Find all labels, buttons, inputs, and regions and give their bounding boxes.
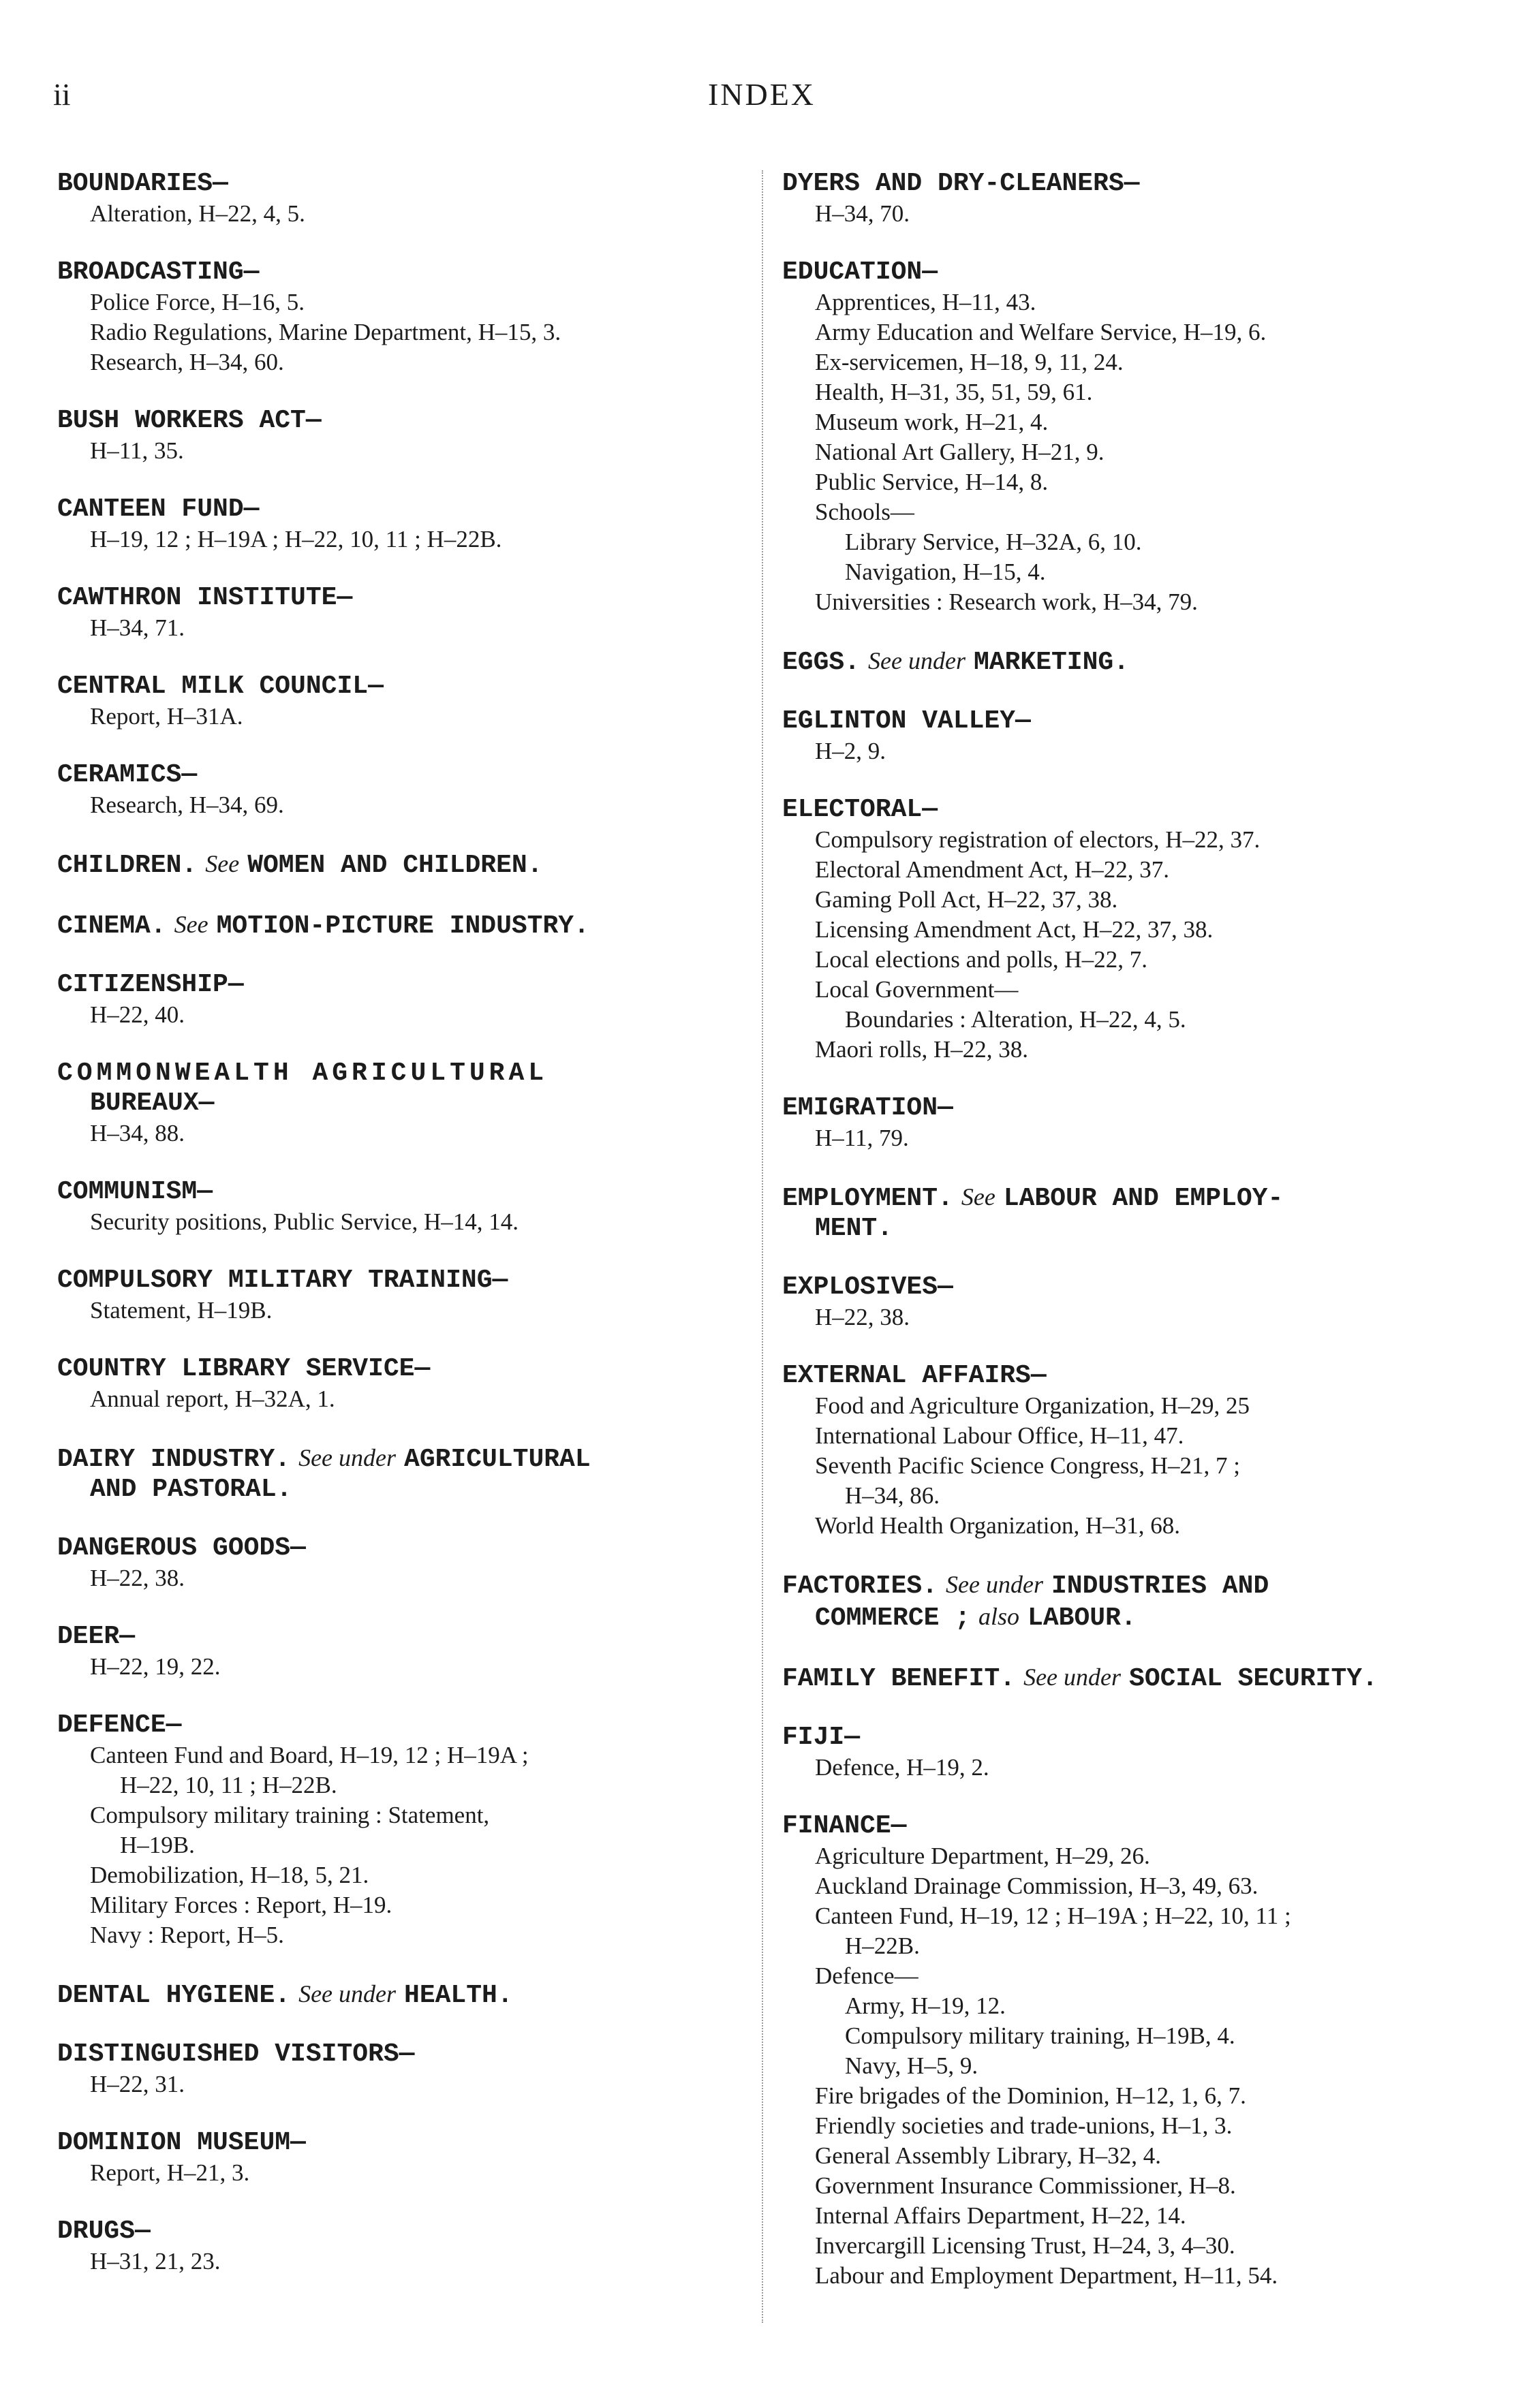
index-entry — [57, 257, 745, 377]
entry-heading: CANTEEN FUND— — [57, 495, 260, 524]
index-entry — [782, 169, 1470, 229]
entry-line: Report, H–21, 3. — [90, 2159, 250, 2186]
index-entry — [57, 495, 745, 554]
entry-line: Auckland Drainage Commission, H–3, 49, 63. — [815, 1873, 1258, 1899]
entry-heading: DOMINION MUSEUM— — [57, 2128, 306, 2157]
entry-line: Compulsory military training : Statement, — [90, 1802, 490, 1828]
entry-line: Police Force, H–16, 5. — [90, 289, 305, 315]
cross-reference — [57, 1979, 745, 2011]
entry-line: Invercargill Licensing Trust, H–24, 3, 4–30. — [815, 2232, 1235, 2259]
entry-line: H–2, 9. — [815, 738, 886, 764]
entry-line: H–22, 38. — [90, 1565, 185, 1591]
entry-line: Canteen Fund, H–19, 12 ; H–19A ; H–22, 10, 11 ; — [815, 1903, 1291, 1929]
entry-line: Agriculture Department, H–29, 26. — [815, 1843, 1150, 1869]
index-entry — [57, 583, 745, 643]
see-target-part: LABOUR. — [1028, 1604, 1137, 1633]
entry-line: Apprentices, H–11, 43. — [815, 289, 1036, 315]
entry-line: H–22, 38. — [815, 1304, 910, 1330]
entry-line: Friendly societies and trade-unions, H–1, 3. — [815, 2112, 1233, 2139]
entry-line: Electoral Amendment Act, H–22, 37. — [815, 856, 1170, 883]
cross-reference — [57, 849, 745, 881]
index-entry — [782, 1569, 1470, 1633]
index-entry — [57, 2217, 745, 2277]
entry-heading: FAMILY BENEFIT. — [782, 1664, 1016, 1693]
entry-heading: EXPLOSIVES— — [782, 1272, 953, 1302]
entry-line: H–19B. — [120, 1832, 195, 1858]
entry-line: H–34, 86. — [845, 1482, 940, 1509]
entry-heading: EMIGRATION— — [782, 1093, 953, 1123]
see-target: MOTION-PICTURE INDUSTRY. — [216, 911, 589, 941]
entry-line: Local Government— — [815, 976, 1019, 1003]
entry-line: Demobilization, H–18, 5, 21. — [90, 1862, 369, 1888]
index-entry — [57, 909, 745, 941]
heading-line: COMMONWEALTH AGRICULTURAL — [57, 1059, 549, 1088]
entry-heading: EXTERNAL AFFAIRS— — [782, 1361, 1047, 1390]
see-note: See — [174, 911, 208, 938]
entry-line: General Assembly Library, H–32, 4. — [815, 2142, 1162, 2169]
index-entry — [57, 1533, 745, 1593]
entry-line: Schools— — [815, 499, 914, 525]
index-entry — [57, 1354, 745, 1414]
see-note: See under — [868, 647, 966, 674]
index-entry — [782, 257, 1470, 617]
see-note: See under — [298, 1980, 397, 2007]
entry-heading: BROADCASTING— — [57, 257, 260, 287]
entry-line: H–19, 12 ; H–19A ; H–22, 10, 11 ; H–22B. — [90, 526, 502, 552]
entry-heading: DRUGS— — [57, 2217, 151, 2246]
entry-heading: DAIRY INDUSTRY. — [57, 1445, 291, 1474]
index-entry — [782, 1272, 1470, 1332]
entry-heading: COMPULSORY MILITARY TRAINING— — [57, 1266, 508, 1295]
entry-heading: EMPLOYMENT. — [782, 1184, 953, 1213]
entry-heading: DEFENCE— — [57, 1710, 182, 1740]
entry-line: Compulsory military training, H–19B, 4. — [845, 2022, 1235, 2049]
index-entry — [57, 1710, 745, 1950]
see-target: AGRICULTURAL — [404, 1445, 591, 1474]
page-header — [53, 76, 1470, 124]
see-note: See — [205, 850, 240, 877]
entry-line: Alteration, H–22, 4, 5. — [90, 200, 305, 227]
index-entry — [57, 406, 745, 466]
right-column — [782, 169, 1470, 2319]
entry-line: Government Insurance Commissioner, H–8. — [815, 2172, 1236, 2199]
entry-line: H–22, 31. — [90, 2071, 185, 2097]
see-target: WOMEN AND CHILDREN. — [247, 851, 543, 880]
cross-reference — [57, 909, 745, 941]
entry-line: Ex-servicemen, H–18, 9, 11, 24. — [815, 349, 1124, 375]
index-entry — [57, 1622, 745, 1682]
entry-line: Report, H–31A. — [90, 703, 243, 730]
entry-heading: DEER— — [57, 1622, 136, 1651]
entry-heading: CENTRAL MILK COUNCIL— — [57, 672, 384, 701]
entry-heading: CINEMA. — [57, 911, 166, 941]
entry-line: H–11, 35. — [90, 437, 184, 464]
entry-line: H–34, 71. — [90, 614, 185, 641]
index-entry — [782, 1811, 1470, 2291]
entry-line: Labour and Employment Department, H–11, 54. — [815, 2262, 1278, 2289]
see-target: INDUSTRIES AND — [1051, 1572, 1269, 1601]
see-target: SOCIAL SECURITY. — [1129, 1664, 1378, 1693]
entry-heading: ELECTORAL— — [782, 795, 938, 824]
entry-line: Health, H–31, 35, 51, 59, 61. — [815, 379, 1093, 405]
entry-heading: CITIZENSHIP— — [57, 970, 244, 999]
entry-line: Navy, H–5, 9. — [845, 2052, 978, 2079]
entry-line: Defence, H–19, 2. — [815, 1754, 989, 1781]
index-entry — [782, 1662, 1470, 1694]
see-target-part: COMMERCE ; — [815, 1604, 971, 1633]
entry-line: Security positions, Public Service, H–14, 14. — [90, 1208, 519, 1235]
entry-line: H–31, 21, 23. — [90, 2248, 221, 2274]
entry-heading: DENTAL HYGIENE. — [57, 1981, 291, 2010]
index-entry — [782, 1723, 1470, 1783]
entry-heading: CAWTHRON INSTITUTE— — [57, 583, 353, 612]
entry-heading: BUSH WORKERS ACT— — [57, 406, 322, 435]
entry-heading: DANGEROUS GOODS— — [57, 1533, 306, 1563]
entry-line: Radio Regulations, Marine Department, H–15, 3. — [90, 319, 561, 345]
entry-line: Statement, H–19B. — [90, 1297, 273, 1324]
entry-heading: FINANCE— — [782, 1811, 907, 1841]
entry-heading — [57, 1059, 745, 1119]
cross-reference — [782, 1662, 1470, 1694]
entry-heading: BOUNDARIES— — [57, 169, 228, 198]
entry-heading: CERAMICS— — [57, 760, 198, 789]
cross-reference — [782, 646, 1470, 678]
entry-line: H–22, 40. — [90, 1001, 185, 1028]
entry-line: H–22, 10, 11 ; H–22B. — [120, 1772, 337, 1798]
index-entry — [57, 760, 745, 820]
see-target-continuation: AND PASTORAL. — [90, 1475, 292, 1504]
entry-line: H–34, 70. — [815, 200, 910, 227]
entry-heading: EDUCATION— — [782, 257, 938, 287]
entry-line: Licensing Amendment Act, H–22, 37, 38. — [815, 916, 1214, 943]
entry-line: Gaming Poll Act, H–22, 37, 38. — [815, 886, 1118, 913]
entry-line: Military Forces : Report, H–19. — [90, 1892, 392, 1918]
cross-reference — [782, 1569, 1470, 1633]
entry-line: Food and Agriculture Organization, H–29, 25 — [815, 1392, 1250, 1419]
entry-line: H–11, 79. — [815, 1125, 909, 1151]
see-target-continuation: MENT. — [815, 1214, 893, 1243]
heading-continuation: BUREAUX— — [90, 1089, 215, 1118]
entry-line: Local elections and polls, H–22, 7. — [815, 946, 1147, 973]
entry-heading: DISTINGUISHED VISITORS— — [57, 2039, 415, 2069]
entry-line: Seventh Pacific Science Congress, H–21, 7 ; — [815, 1452, 1241, 1479]
entry-line: Annual report, H–32A, 1. — [90, 1386, 335, 1412]
index-entry — [57, 672, 745, 732]
entry-heading: COUNTRY LIBRARY SERVICE— — [57, 1354, 431, 1383]
index-entry — [57, 1443, 745, 1505]
page-number: ii — [53, 77, 71, 112]
entry-line: Internal Affairs Department, H–22, 14. — [815, 2202, 1186, 2229]
see-target-continuation — [782, 1601, 1470, 1633]
see-note: See under — [1023, 1663, 1122, 1691]
entry-line: H–22, 19, 22. — [90, 1653, 221, 1680]
see-target: HEALTH. — [404, 1981, 513, 2010]
index-entry — [57, 1979, 745, 2011]
entry-line: Army, H–19, 12. — [845, 1992, 1006, 2019]
entry-line: Universities : Research work, H–34, 79. — [815, 589, 1198, 615]
index-entry — [57, 1177, 745, 1237]
see-target: LABOUR AND EMPLOY- — [1003, 1184, 1284, 1213]
entry-line: Library Service, H–32A, 6, 10. — [845, 529, 1142, 555]
entry-line: World Health Organization, H–31, 68. — [815, 1512, 1181, 1539]
index-entry — [782, 1361, 1470, 1541]
index-entry — [782, 795, 1470, 1065]
index-entry — [57, 849, 745, 881]
index-entry — [782, 1182, 1470, 1244]
entry-heading: CHILDREN. — [57, 851, 198, 880]
see-target: MARKETING. — [973, 648, 1130, 677]
cross-reference — [57, 1443, 745, 1505]
index-entry — [57, 1266, 745, 1326]
entry-heading: COMMUNISM— — [57, 1177, 213, 1206]
also-note: also — [978, 1603, 1020, 1630]
see-note: See — [961, 1183, 995, 1210]
see-note: See under — [946, 1571, 1043, 1598]
see-note: See under — [298, 1444, 397, 1471]
index-entry — [57, 2128, 745, 2188]
index-entry — [782, 646, 1470, 678]
entry-heading: FACTORIES. — [782, 1572, 938, 1601]
entry-line: Public Service, H–14, 8. — [815, 469, 1049, 495]
index-entry — [57, 169, 745, 229]
running-head: INDEX — [707, 77, 816, 112]
entry-line: Fire brigades of the Dominion, H–12, 1, 6, 7. — [815, 2082, 1246, 2109]
entry-line: National Art Gallery, H–21, 9. — [815, 439, 1105, 465]
cross-reference — [782, 1182, 1470, 1244]
entry-line: Defence— — [815, 1963, 918, 1989]
entry-line: Compulsory registration of electors, H–22, 37. — [815, 826, 1261, 853]
entry-line: H–34, 88. — [90, 1120, 185, 1146]
entry-line: Museum work, H–21, 4. — [815, 409, 1049, 435]
entry-heading: EGGS. — [782, 648, 861, 677]
entry-heading: EGLINTON VALLEY— — [782, 706, 1031, 736]
entry-line: Navigation, H–15, 4. — [845, 559, 1046, 585]
entry-line: Maori rolls, H–22, 38. — [815, 1036, 1029, 1063]
index-entry — [782, 706, 1470, 766]
entry-line: H–22B. — [845, 1933, 920, 1959]
entry-line: Boundaries : Alteration, H–22, 4, 5. — [845, 1006, 1186, 1033]
entry-heading: DYERS AND DRY-CLEANERS— — [782, 169, 1140, 198]
entry-line: Navy : Report, H–5. — [90, 1922, 284, 1948]
left-column — [57, 169, 745, 2305]
index-entry — [57, 2039, 745, 2099]
entry-line: International Labour Office, H–11, 47. — [815, 1422, 1184, 1449]
index-entry — [57, 970, 745, 1030]
column-divider — [762, 170, 763, 2323]
entry-line: Canteen Fund and Board, H–19, 12 ; H–19A ; — [90, 1742, 529, 1768]
entry-line: Army Education and Welfare Service, H–19, 6. — [815, 319, 1267, 345]
entry-line: Research, H–34, 69. — [90, 792, 284, 818]
entry-line: Research, H–34, 60. — [90, 349, 284, 375]
entry-heading: FIJI— — [782, 1723, 861, 1752]
index-entry — [782, 1093, 1470, 1153]
index-entry — [57, 1059, 745, 1148]
